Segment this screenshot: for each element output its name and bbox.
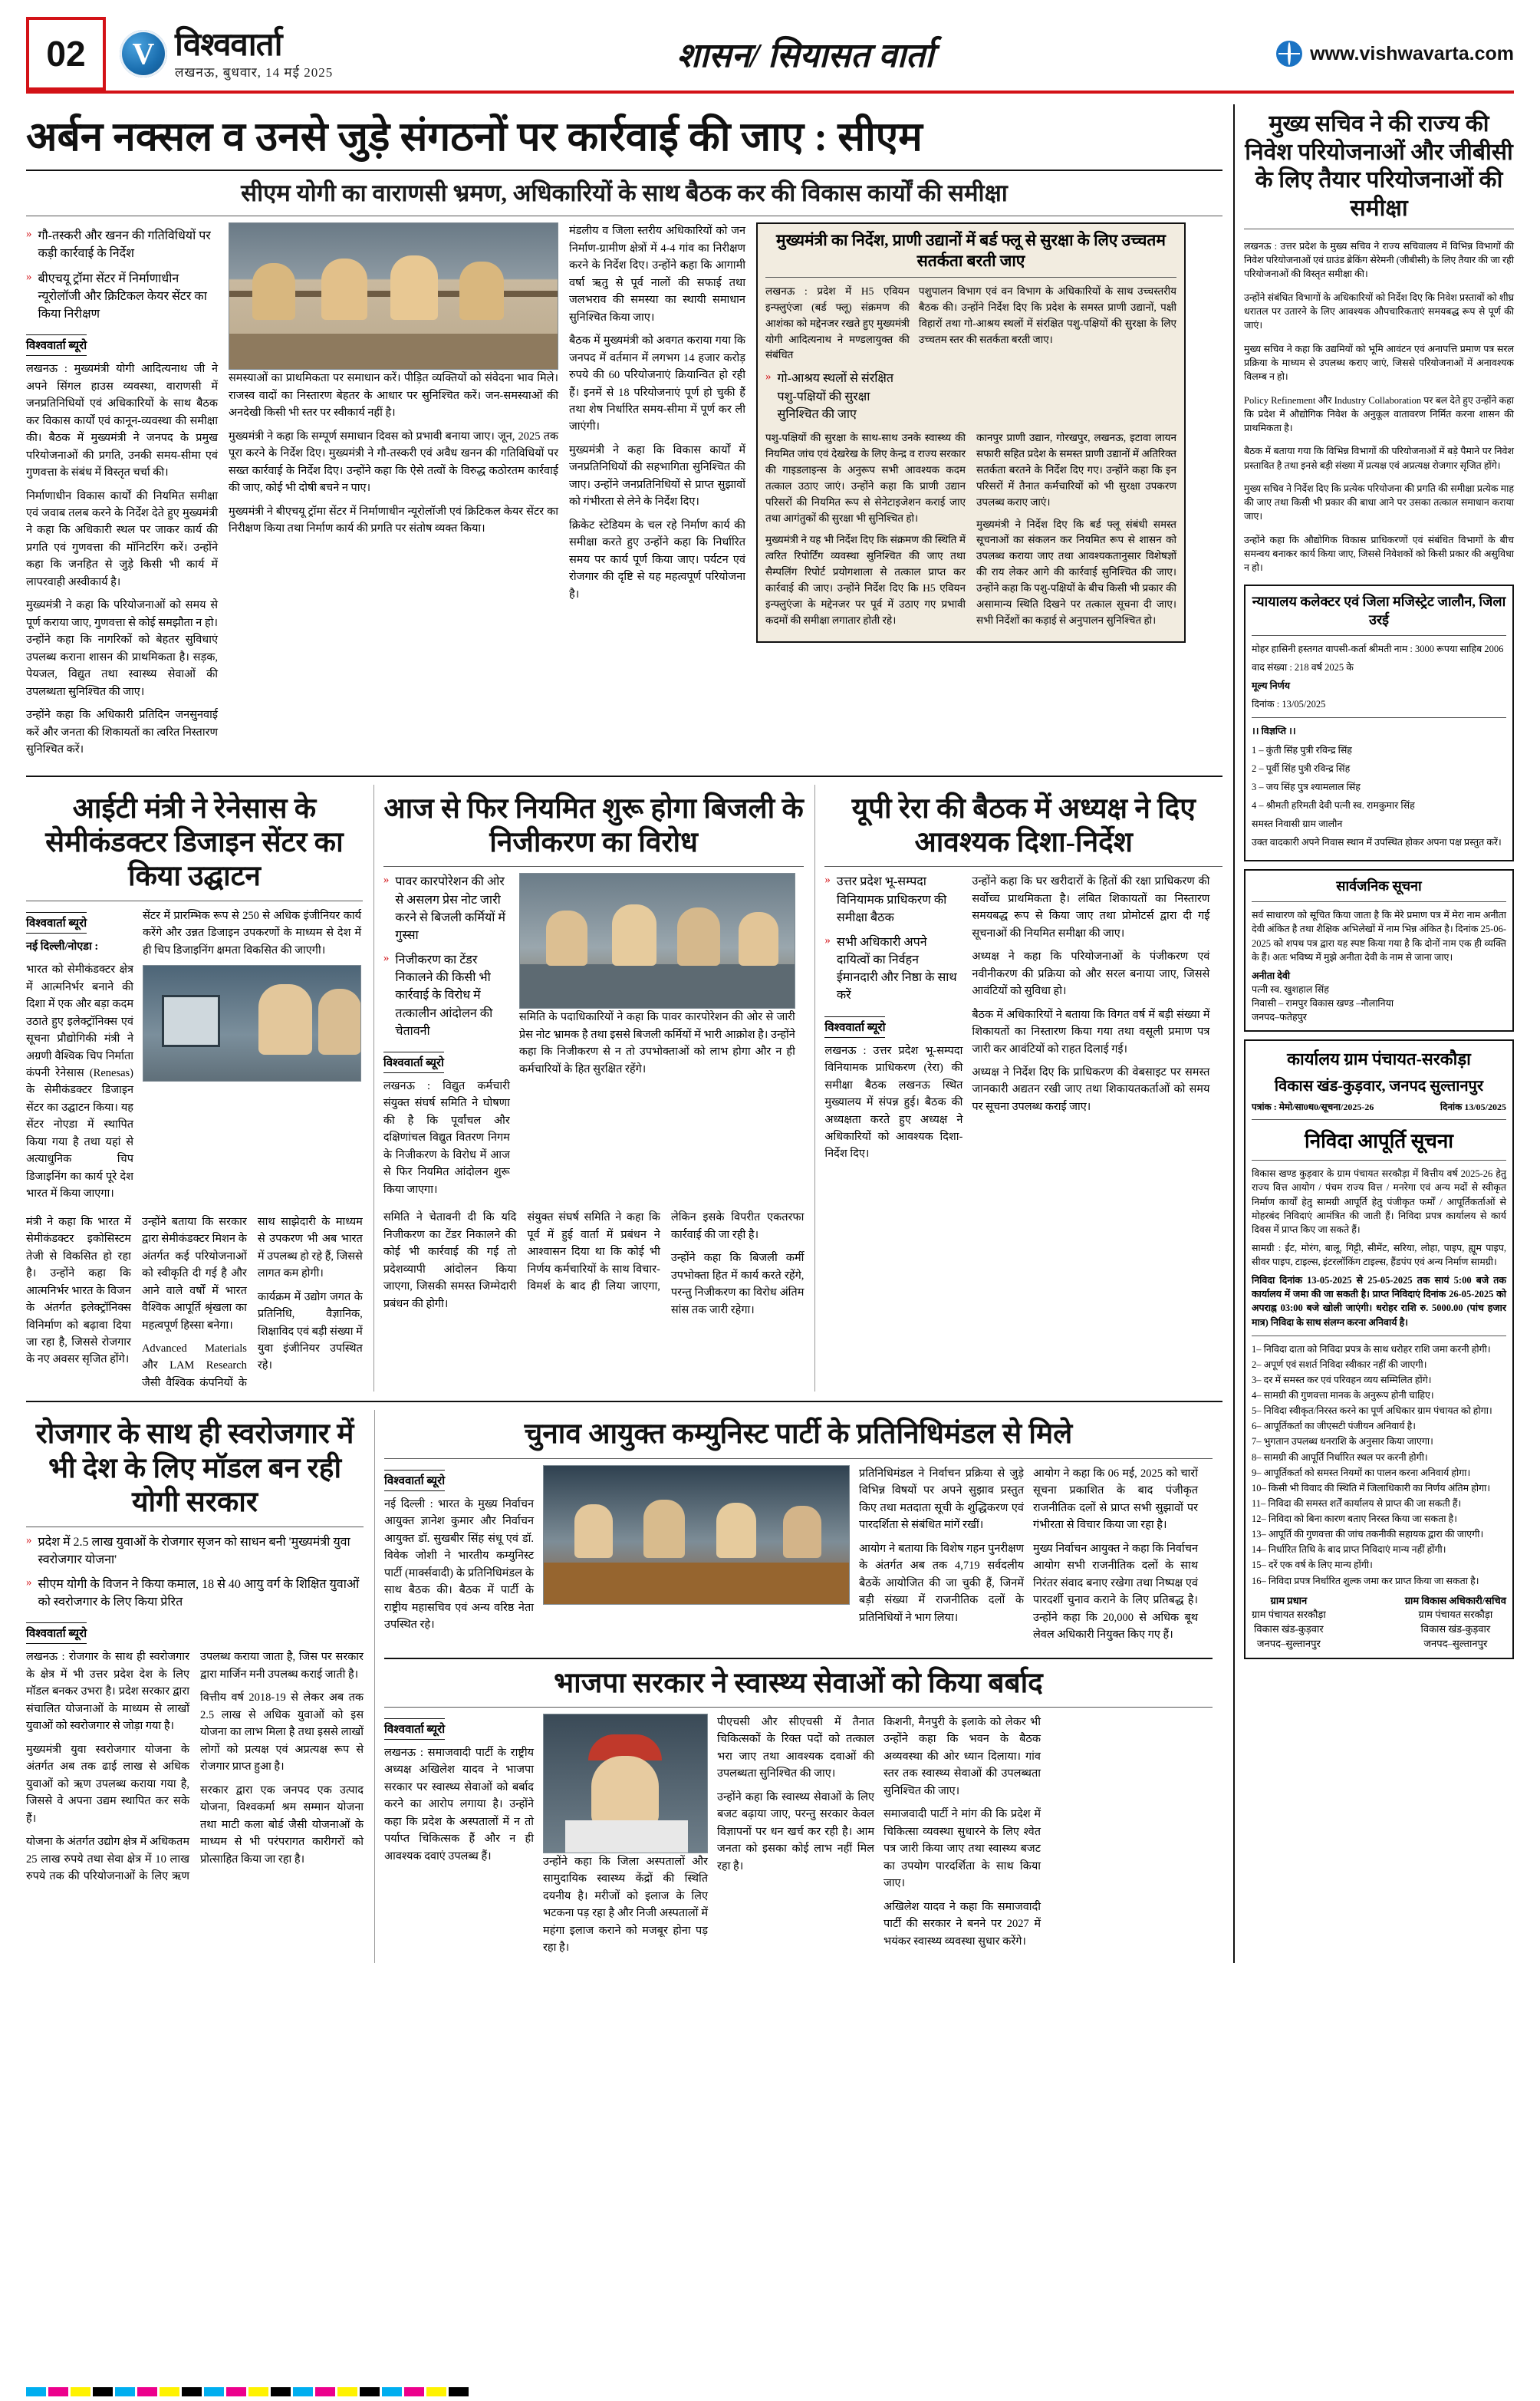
tender-condition: 2– अपूर्ण एवं सशर्त निविदा स्वीकार नहीं की जाएगी। (1252, 1359, 1427, 1370)
bullet-text: पावर कारपोरेशन की ओर से असलग प्रेस नोट जारी करने से बिजली कर्मियों में गुस्सा (395, 875, 505, 942)
chunav-para: आयोग ने बताया कि विशेष गहन पुनरीक्षण के अंतर्गत अब तक 4,719 सर्वदलीय बैठकें आयोजित की जा चुकी हैं, जिनमें बड़ी संख्या में राजनीतिक दलों के प्रतिनिधियों ने भाग लिया। (859, 1542, 1024, 1624)
public-notice-sign: पत्नी स्व. खुशहाल सिंह (1252, 983, 1329, 995)
byline: विश्ववार्ता ब्यूरो (26, 1622, 87, 1644)
court-notice-line: मोहर हासिनी हस्तगत वापसी-कर्ता श्रीमती नाम : 3000 रूपया साहिब 2006 (1252, 643, 1504, 654)
tender-condition: 11– निविदा की समस्त शर्तें कार्यालय से प्राप्त की जा सकती हैं। (1252, 1497, 1462, 1509)
lead-para: मुख्यमंत्री ने कहा कि परियोजनाओं को समय से पूर्ण कराया जाए, गुणवत्ता से कोई समझौता न हो। उन्होंने कहा कि नागरिकों को बेहतर सुविधाएं उपलब्ध कराना शासन की प्राथमिकता है। सड़क, पेयजल, विद्युत तथा स्वास्थ्य सेवाओं की उपलब्धता सुनिश्चित की जाए। (26, 599, 218, 698)
court-notice-line: मूल्य निर्णय (1252, 680, 1291, 692)
iti-para: सेंटर में प्रारम्भिक रूप से 250 से अधिक इंजीनियर कार्य करेंगे और उन्नत डिजाइन उपकरणों के माध्यम से देश में ही चिप डिजाइनिंग क्षमता विकसित की जाएगी। (143, 909, 361, 957)
tender-sign-left: विकास खंड-कुड़वार (1253, 1623, 1324, 1635)
story-iti (26, 785, 363, 1392)
bullet-text: गो-आश्रय स्थलों से संरक्षित पशु-पक्षियों की सुरक्षा सुनिश्चित की जाए (777, 372, 893, 421)
bullet-text: प्रदेश में 2.5 लाख युवाओं के रोजगार सृजन को साधन बनी 'मुख्यमंत्री युवा स्वरोजगार योजना' (38, 1535, 350, 1566)
tender-condition: 6– आपूर्तिकर्ता का जीएसटी पंजीयन अनिवार्य है। (1252, 1421, 1417, 1432)
court-notice-line: वाद संख्या : 218 वर्ष 2025 के (1252, 662, 1354, 673)
bird-flu-para: कानपुर प्राणी उद्यान, गोरखपुर, लखनऊ, इटावा लायन सफारी सहित प्रदेश के समस्त प्राणी उद्यानों में अतिरिक्त सतर्कता बरतने के निर्देश दिए गए। उन्होंने कहा कि इन परिसरों में तैनात कर्मचारियों को भी सुरक्षा उपकरण उपलब्ध कराए जाएं। (976, 431, 1176, 508)
rera-para: उन्होंने कहा कि घर खरीदारों के हितों की रक्षा प्राधिकरण की सर्वोच्च प्राथमिकता है। लंबित शिकायतों का निस्तारण समयबद्ध रूप से किया जाए तथा प्रोमोटर्स द्वारा दी गई सूचनाओं की नियमित समीक्षा की जाए। (972, 875, 1210, 940)
tender-sign-left: जनपद–सुल्तानपुर (1256, 1638, 1321, 1650)
bullet-text: सभी अधिकारी अपने दायित्वों का निर्वहन ईमानदारी और निष्ठा के साथ करें (836, 935, 957, 1003)
bijli-headline: आज से फिर नियमित शुरू होगा बिजली के निजीकरण का विरोध (383, 792, 804, 858)
chunav-para: मुख्य निर्वाचन आयुक्त ने कहा कि निर्वाचन आयोग सभी राजनीतिक दलों के साथ निरंतर संवाद बनाए रखेगा तथा निष्पक्ष एवं पारदर्शी चुनाव कराने के लिए प्रतिबद्ध है। उन्होंने कहा कि 20,000 से अधिक बूथ लेवल अधिकारी नियुक्त किए गए हैं। (1033, 1542, 1198, 1642)
cmyk-registration-strip (26, 2387, 469, 2396)
tender-dates: निविदा दिनांक 13-05-2025 से 25-05-2025 तक सायं 5:00 बजे तक कार्यालय में जमा की जा सकती है। प्राप्त निविदाएं दिनांक 26-05-2025 को अपराह्न 03:00 बजे खोली जाएंगी। धरोहर राशि रु. 5000.00 (पांच हजार मात्र) निविदा के साथ संलग्न करना अनिवार्य है। (1252, 1275, 1506, 1328)
tender-office-line1: कार्यालय ग्राम पंचायत-सरकौड़ा (1287, 1049, 1471, 1069)
bullet-marker-icon: » (824, 874, 831, 887)
tender-condition: 12– निविदा को बिना कारण बताए निरस्त किया जा सकता है। (1252, 1513, 1457, 1524)
court-notice-item: 1 – कुंती सिंह पुत्री रविन्द्र सिंह (1252, 744, 1352, 756)
tender-materials: सामग्री : ईंट, मोरंग, बालू, गिट्टी, सीमेंट, सरिया, लोहा, पाइप, ह्यूम पाइप, सीवर पाइप, टाइल्स, इंटरलॉकिंग टाइल्स, हैंडपंप एवं अन्य निर्माण सामग्री। (1252, 1242, 1506, 1267)
iti-para: मंत्री ने कहा कि भारत में सेमीकंडक्टर इकोसिस्टम तेजी से विकसित हो रहा है। उन्होंने कहा कि आत्मनिर्भर भारत के विजन के अंतर्गत इलेक्ट्रॉनिक्स विनिर्माण को बढ़ावा दिया जा रहा है, जिससे रोजगार के नए अवसर सृजित होंगे। (26, 1215, 131, 1366)
public-notice-sign: अनीता देवी (1252, 970, 1291, 981)
lead-story (26, 114, 1222, 765)
bullet-marker-icon: » (26, 1533, 32, 1546)
list-item (824, 873, 962, 927)
page-number: 02 (26, 17, 106, 91)
website-block[interactable] (1184, 17, 1514, 91)
bird-flu-headline: मुख्यमंत्री का निर्देश, प्राणी उद्यानों में बर्ड फ्लू से सुरक्षा के लिए उच्चतम सतर्कता बरती जाए (776, 231, 1166, 270)
byline: विश्ववार्ता ब्यूरो (384, 1470, 445, 1491)
bullet-text: निजीकरण का टेंडर निकालने की किसी भी कार्रवाई के विरोध में तत्कालीन आंदोलन की चेतावनी (395, 953, 493, 1038)
bullet-marker-icon: » (26, 228, 32, 241)
bjp-headline: भाजपा सरकार ने स्वास्थ्य सेवाओं को किया बर्बाद (554, 1667, 1043, 1699)
court-notice-sub: ।। विज्ञप्ति ।। (1252, 726, 1296, 737)
tender-condition: 14– निर्धारित तिथि के बाद प्राप्त निविदाएं मान्य नहीं होंगी। (1252, 1544, 1446, 1556)
byline: विश्ववार्ता ब्यूरो (26, 912, 87, 934)
tender-sign-right: विकास खंड-कुड़वार (1420, 1623, 1491, 1635)
rojgar-para: वित्तीय वर्ष 2018-19 से लेकर अब तक 2.5 लाख से अधिक युवाओं को इस योजना का लाभ मिला है तथा इससे लाखों लोगों को प्रत्यक्ष एवं अप्रत्यक्ष रूप से रोजगार प्राप्त हुआ है। (200, 1691, 364, 1774)
bullet-marker-icon: » (765, 371, 772, 384)
right-rail-para: मुख्य सचिव ने निर्देश दिए कि प्रत्येक परियोजना की प्रगति की समीक्षा प्रत्येक माह की जाए तथा किसी भी प्रकार की बाधा आने पर उसका तत्काल समाधान कराया जाए। (1244, 483, 1514, 522)
story-chunav (384, 1418, 1213, 1649)
iti-photo (143, 965, 361, 1082)
public-notice (1244, 869, 1514, 1032)
list-item (26, 227, 218, 262)
lead-para: बैठक में मुख्यमंत्री को अवगत कराया गया कि जनपद में वर्तमान में लगभग 14 हजार करोड़ रुपये की 60 परियोजनाएं क्रियान्वित हो रही हैं। इनमें से 18 परियोजनाएं पूर्ण हो चुकी हैं तथा शेष निर्धारित समय-सीमा में पूर्ण कर ली जाएंगी। (569, 334, 745, 433)
bird-flu-para: मुख्यमंत्री ने यह भी निर्देश दिए कि संक्रमण की स्थिति में त्वरित रिपोर्टिंग व्यवस्था सुनिश्चित की जाए तथा सैम्पलिंग रिपोर्ट प्रयोगशाला से तत्काल प्राप्त कर कार्रवाई की जाए। उन्होंने निर्देश दिए कि H5 एवियन इन्फ्लुएंजा के मद्देनजर पर पूर्व में उठाए गए प्रभावी कदमों की समीक्षा लगातार होती रहे। (765, 534, 966, 627)
bjp-para: किशनी, मैनपुरी के इलाके को लेकर भी उन्होंने कहा कि भवन के बैठक अव्यवस्था की ओर ध्यान दिलाया। गांव स्तर तक स्वास्थ्य सेवाओं की उपलब्धता सुनिश्चित की जाए। (884, 1715, 1041, 1797)
tender-condition: 15– दरें एक वर्ष के लिए मान्य होंगी। (1252, 1559, 1373, 1571)
story-rera (814, 785, 1222, 1392)
bullet-text: उत्तर प्रदेश भू-सम्पदा विनियामक प्राधिकरण की समीक्षा बैठक (836, 875, 947, 924)
court-notice-item: 3 – जय सिंह पुत्र श्यामलाल सिंह (1252, 781, 1361, 792)
bjp-para: पीएचसी और सीएचसी में तैनात चिकित्सकों के रिक्त पदों को तत्काल भरा जाए तथा आवश्यक दवाओं की उपलब्धता सुनिश्चित की जाए। (717, 1715, 874, 1780)
right-rail-para: Policy Refinement और Industry Collaboration पर बल देते हुए उन्होंने कहा कि प्रदेश में औद्योगिक निवेश के अनुकूल वातावरण निर्मित करना शासन की प्राथमिकता है। (1244, 394, 1514, 433)
bullet-marker-icon: » (26, 1576, 32, 1589)
public-notice-body: सर्व साधारण को सूचित किया जाता है कि मेरे प्रमाण पत्र में मेरा नाम अनीता देवी अंकित है तथा शैक्षिक अभिलेखों में नाम भिन्न अंकित है। दिनांक 25-06-2025 को शपथ पत्र द्वारा यह स्पष्ट किया गया है कि दोनों नाम एक ही व्यक्ति के हैं। अतः भविष्य में मुझे अनीता देवी के नाम से जाना जाए। (1252, 910, 1506, 963)
lead-para: समस्याओं का प्राथमिकता पर समाधान करें। पीड़ित व्यक्तियों को संवेदना भाव मिले। राजस्व वादों का निस्तारण बेहतर के आधार पर सुनिश्चित करें। जन-समस्याओं की अनदेखी किसी भी स्तर पर स्वीकार्य नहीं है। (229, 372, 558, 420)
tender-condition: 5– निविदा स्वीकृत/निरस्त करने का पूर्ण अधिकार ग्राम पंचायत को होगा। (1252, 1405, 1492, 1417)
bijli-photo (519, 873, 795, 1009)
tender-intro: विकास खण्ड कुड़वार के ग्राम पंचायत सरकौड़ा में वित्तीय वर्ष 2025-26 हेतु राज्य वित्त आयोग / पंचम राज्य वित्त / मनरेगा एवं अन्य मदों से स्वीकृत निर्माण कार्यों हेतु सामग्री आपूर्ति हेतु पंजीकृत फर्मों / आपूर्तिकर्ताओं से मोहरबंद निविदाएं आमंत्रित की जाती हैं। निविदा प्रपत्र कार्यालय से कार्य दिवस में प्राप्त किए जा सकते हैं। (1252, 1168, 1506, 1235)
tender-date: दिनांक 13/05/2025 (1440, 1102, 1506, 1113)
lead-para: निर्माणाधीन विकास कार्यों की नियमित समीक्षा एवं जवाब तलब करने के निर्देश देते हुए मुख्यमंत्री ने कहा कि अधिकारी स्थल पर जाकर कार्य की प्रगति एवं गुणवत्ता की मॉनिटरिंग करें। उन्होंने कहा कि जनहित से जुड़े किसी भी कार्य में लापरवाही अस्वीकार्य है। (26, 489, 218, 588)
court-notice-item: 4 – श्रीमती हरिमती देवी पत्नी स्व. रामकुमार सिंह (1252, 799, 1415, 811)
rojgar-para: मुख्यमंत्री युवा स्वरोजगार योजना के अंतर्गत अब तक ढाई लाख से अधिक युवाओं को ऋण उपलब्ध कराया गया है, जिससे वे अपना उद्यम स्थापित कर सके हैं। (26, 1743, 189, 1825)
public-notice-title: सार्वजनिक सूचना (1336, 878, 1422, 894)
public-notice-sign: निवासी – रामपुर विकास खण्ड –नौलानिया (1252, 998, 1394, 1009)
bullet-text: सीएम योगी के विजन ने किया कमाल, 18 से 40 आयु वर्ग के शिक्षित युवाओं को स्वरोजगार के लिए किया प्रेरित (38, 1577, 360, 1609)
list-item (765, 370, 910, 423)
tender-condition: 1– निविदा दाता को निविदा प्रपत्र के साथ धरोहर राशि जमा करनी होगी। (1252, 1343, 1491, 1355)
bijli-para: समिति के पदाधिकारियों ने कहा कि पावर कारपोरेशन की ओर से जारी प्रेस नोट भ्रामक है तथा इससे बिजली कर्मियों में भारी आक्रोश है। उन्होंने कहा कि निजीकरण से न तो उपभोक्ताओं को लाभ होगा और न ही कर्मचारियों के हित सुरक्षित रहेंगे। (518, 1011, 795, 1075)
list-item (383, 873, 510, 944)
bird-flu-lead: लखनऊ : प्रदेश में H5 एवियन इन्फ्लुएंजा (बर्ड फ्लू) संक्रमण की आशंका को मद्देनजर रखते हुए मुख्यमंत्री योगी आदित्यनाथ ने मण्डलायुक्त की संबंधित (765, 285, 910, 361)
website-url[interactable]: www.vishwavarta.com (1310, 42, 1514, 64)
lead-para: मुख्यमंत्री ने बीएचयू ट्रॉमा सेंटर में निर्माणाधीन न्यूरोलॉजी एवं क्रिटिकल केयर सेंटर का निरीक्षण किया तथा निर्माण कार्य की प्रगति पर संतोष व्यक्त किया। (229, 505, 558, 535)
bijli-para: उन्होंने कहा कि बिजली कर्मी उपभोक्ता हित में कार्य करते रहेंगे, परन्तु निजीकरण का विरोध अंतिम सांस तक जारी रहेगा। (670, 1252, 805, 1316)
bird-flu-para: पशु-पक्षियों की सुरक्षा के साथ-साथ उनके स्वास्थ्य की नियमित जांच एवं देखरेख के लिए केन्द्र व राज्य सरकार की गाइडलाइन्स के अनुरूप सभी आवश्यक कदम तत्काल उठाए जाएं। उन्होंने कहा कि प्राणी उद्यान परिसरों की नियमित रूप से सेनेटाइजेशन कराई जाए तथा आगंतुकों की सुरक्षा भी सुनिश्चित हो। (765, 431, 966, 524)
section-title (426, 17, 1184, 91)
tender-notice (1244, 1039, 1514, 1659)
bjp-para: उन्होंने कहा कि जिला अस्पतालों और सामुदायिक स्वास्थ्य केंद्रों की स्थिति दयनीय है। मरीजों को इलाज के लिए भटकना पड़ रहा है और निजी अस्पतालों में महंगा इलाज कराने को मजबूर होना पड़ रहा है। (543, 1855, 708, 1955)
rera-para: बैठक में अधिकारियों ने बताया कि विगत वर्ष में बड़ी संख्या में शिकायतों का निस्तारण किया गया तथा वसूली प्रमाण पत्र जारी कर आवंटियों को राहत दिलाई गई। (972, 1008, 1210, 1056)
court-notice (1244, 585, 1514, 861)
bullet-marker-icon: » (824, 934, 831, 947)
tender-condition: 10– किसी भी विवाद की स्थिति में जिलाधिकारी का निर्णय अंतिम होगा। (1252, 1482, 1491, 1494)
rera-para: अध्यक्ष ने कहा कि परियोजनाओं के पंजीकरण एवं नवीनीकरण की प्रक्रिया को और सरल बनाया जाए, जिससे आवंटियों को सुविधा हो। (972, 950, 1210, 998)
chunav-para: आयोग ने कहा कि 06 मई, 2025 को चारों सूचना प्रकाशित के बाद पंजीकृत राजनीतिक दलों से प्राप्त सभी सुझावों पर गंभीरता से विचार किया जा रहा है। (1033, 1467, 1198, 1532)
public-notice-sign: जनपद–फतेहपुर (1252, 1012, 1307, 1023)
lead-para: उन्होंने कहा कि अधिकारी प्रतिदिन जनसुनवाई करें और जनता की शिकायतों का त्वरित निस्तारण सुनिश्चित करें। (26, 709, 218, 756)
bird-flu-box (756, 222, 1186, 643)
lead-para: मुख्यमंत्री ने कहा कि सम्पूर्ण समाधान दिवस को प्रभावी बनाया जाए। जून, 2025 तक पूरा करने के निर्देश दिए। मुख्यमंत्री ने गौ-तस्करी एवं अवैध खनन की गतिविधियों पर सख्त कार्रवाई के निर्देश दिए। उन्होंने कहा कि ऐसे तत्वों के विरुद्ध कठोरतम कार्रवाई की जाए, कोई भी दोषी बचने न पाए। (229, 430, 558, 495)
lead-para: मंडलीय व जिला स्तरीय अधिकारियों को जन निर्माण-ग्रामीण क्षेत्रों में 4-4 गांव का निरीक्षण करने के निर्देश दिए। उन्होंने कहा कि आगामी वर्षा ऋतु से पूर्व नालों की सफाई तथा जलभराव की समस्या का स्थायी समाधान सुनिश्चित किया जाए। (569, 225, 745, 324)
iti-para: Advanced Materials और LAM Research जैसी वैश्विक कंपनियों के साथ साझेदारी के माध्यम से उपकरण भी अब भारत में उपलब्ध हो रहे हैं, जिससे लागत कम होगी। (141, 1215, 363, 1389)
globe-icon (1276, 41, 1302, 67)
list-item (383, 951, 510, 1040)
bjp-photo (543, 1714, 708, 1853)
bijli-para: लखनऊ : विद्युत कर्मचारी संयुक्त संघर्ष समिति ने घोषणा की है कि पूर्वांचल और दक्षिणांचल विद्युत वितरण निगम के निजीकरण के विरोध में आज से फिर नियमित आंदोलन शुरू किया जाएगा। (383, 1080, 510, 1196)
bjp-para: लखनऊ : समाजवादी पार्टी के राष्ट्रीय अध्यक्ष अखिलेश यादव ने भाजपा सरकार पर स्वास्थ्य सेवाओं को बर्बाद करने का आरोप लगाया है। उन्होंने कहा कि प्रदेश के अस्पतालों में न तो पर्याप्त चिकित्सक हैं और न ही आवश्यक दवाएं उपलब्ध हैं। (384, 1746, 534, 1863)
bullet-text: बीएचयू ट्रॉमा सेंटर में निर्माणाधीन न्यूरोलॉजी और क्रिटिकल केयर सेंटर का किया निरीक्षण (38, 272, 207, 321)
chunav-photo (543, 1465, 850, 1605)
list-item (824, 934, 962, 1005)
dateline: नई दिल्ली/नोएडा : (26, 940, 99, 953)
bird-flu-para: पशुपालन विभाग एवं वन विभाग के अधिकारियों के साथ उच्चस्तरीय बैठक की। उन्होंने निर्देश दिए कि प्रदेश के समस्त प्राणी उद्यानों, पक्षी विहारों तथा गो-आश्रय स्थलों में संरक्षित पशु-पक्षियों की सुरक्षा के लिए उच्चतम स्तर की सतर्कता बरती जाए। (918, 285, 1176, 345)
bullet-marker-icon: » (383, 874, 390, 887)
right-rail-para: मुख्य सचिव ने कहा कि उद्यमियों को भूमि आवंटन एवं अनापत्ति प्रमाण पत्र सरल प्रक्रिया के माध्यम से उपलब्ध कराए जाएं, जिससे परियोजनाओं में अनावश्यक विलम्ब न हो। (1244, 343, 1514, 382)
chunav-headline: चुनाव आयुक्त कम्युनिस्ट पार्टी के प्रतिनिधिमंडल से मिले (524, 1418, 1073, 1451)
court-notice-title: न्यायालय कलेक्टर एवं जिला मजिस्ट्रेट जालौन, जिला उरई (1252, 593, 1506, 627)
story-bjp (384, 1667, 1213, 1963)
publication-title: विश्ववार्ता (175, 27, 282, 63)
bjp-para: समाजवादी पार्टी ने मांग की कि प्रदेश में चिकित्सा व्यवस्था सुधारने के लिए श्वेत पत्र जारी किया जाए तथा स्वास्थ्य बजट का उपयोग पारदर्शिता के साथ किया जाए। (884, 1808, 1041, 1890)
lead-photo (229, 222, 558, 370)
court-notice-item: 2 – पूर्वी सिंह पुत्री रविन्द्र सिंह (1252, 762, 1351, 774)
tender-condition: 4– सामग्री की गुणवत्ता मानक के अनुरूप होनी चाहिए। (1252, 1390, 1434, 1401)
right-rail-headline: मुख्य सचिव ने की राज्य की निवेश परियोजनाओं और जीबीसी के लिए तैयार परियोजनाओं की समीक्षा (1245, 111, 1513, 221)
iti-headline: आईटी मंत्री ने रेनेसास के सेमीकंडक्टर डिजाइन सेंटर का किया उद्घाटन (45, 792, 344, 893)
iti-para: भारत को सेमीकंडक्टर क्षेत्र में आत्मनिर्भर बनाने की दिशा में एक और बड़ा कदम उठाते हुए इलेक्ट्रॉनिक्स एवं सूचना प्रौद्योगिकी मंत्री ने अग्रणी वैश्विक चिप निर्माता कंपनी रेनेसास (Renesas) के सेमीकंडक्टर डिजाइन सेंटर का उद्घाटन किया। यह सेंटर नोएडा में स्थापित किया गया है तथा यहां से अत्याधुनिक चिप डिजाइनिंग का कार्य पूरे देश भारत में किया जाएगा। (26, 963, 133, 1200)
chunav-para: नई दिल्ली : भारत के मुख्य निर्वाचन आयुक्त ज्ञानेश कुमार और निर्वाचन आयुक्त डॉ. सुखबीर सिंह संधू एवं डॉ. विवेक जोशी ने भारतीय कम्युनिस्ट पार्टी (मार्क्सवादी) के प्रतिनिधिमंडल के साथ बैठक की। बैठक में पार्टी के राष्ट्रीय महासचिव एवं अन्य वरिष्ठ नेता उपस्थित रहे। (384, 1497, 534, 1632)
byline: विश्ववार्ता ब्यूरो (26, 334, 87, 356)
list-item (26, 1576, 364, 1611)
masthead (26, 17, 1514, 94)
bird-flu-para: मुख्यमंत्री ने निर्देश दिए कि बर्ड फ्लू संबंधी समस्त सूचनाओं का संकलन कर नियमित रूप से शासन को उपलब्ध कराया जाए तथा आवश्यकतानुसार विशेषज्ञों की राय लेकर आगे की कार्रवाई सुनिश्चित की जाए। उन्होंने कहा कि पशु-पक्षियों के बीच किसी भी प्रकार की असामान्य स्थिति दिखने पर तत्काल सूचना दी जाए। सभी निर्देशों का कड़ाई से अनुपालन सुनिश्चित हो। (976, 518, 1176, 627)
story-bijli (373, 785, 805, 1392)
bullet-marker-icon: » (383, 952, 390, 965)
logo-icon (120, 30, 167, 77)
lead-para: मुख्यमंत्री ने कहा कि विकास कार्यों में जनप्रतिनिधियों की सहभागिता सुनिश्चित की जाए। उन्होंने जनप्रतिनिधियों से प्राप्त सुझावों को गंभीरता से लेने के निर्देश दिए। (569, 443, 745, 509)
right-rail-para: उन्होंने संबंधित विभागों के अधिकारियों को निर्देश दिए कि निवेश प्रस्तावों को शीघ्र धरातल पर उतारने के लिए आवश्यक औपचारिकताएं समयबद्ध रूप से पूर्ण की जाएं। (1244, 291, 1514, 331)
right-rail (1233, 104, 1514, 1963)
bullet-text: गौ-तस्करी और खनन की गतिविधियों पर कड़ी कार्रवाई के निर्देश (38, 229, 211, 261)
byline: विश्ववार्ता ब्यूरो (383, 1052, 444, 1073)
lead-subheadline: सीएम योगी का वाराणसी भ्रमण, अधिकारियों के साथ बैठक कर की विकास कार्यों की समीक्षा (241, 179, 1008, 206)
bjp-para: उन्होंने कहा कि स्वास्थ्य सेवाओं के लिए बजट बढ़ाया जाए, परन्तु सरकार केवल विज्ञापनों पर धन खर्च कर रही है। आम जनता को इसका कोई लाभ नहीं मिल रहा है। (717, 1790, 874, 1872)
right-rail-para: उन्होंने कहा कि औद्योगिक विकास प्राधिकरणों एवं संबंधित विभागों के बीच समन्वय बनाकर कार्य किया जाए, जिससे निवेशकों को किसी प्रकार की असुविधा न हो। (1244, 535, 1514, 574)
bijli-para: समिति ने चेतावनी दी कि यदि निजीकरण का टेंडर निकालने की कोई भी कार्रवाई की गई तो प्रदेशव्यापी आंदोलन किया जाएगा, जिसकी समस्त जिम्मेदारी प्रबंधन की होगी। (383, 1211, 517, 1310)
tender-condition: 8– सामग्री की आपूर्ति निर्धारित स्थल पर करनी होगी। (1252, 1451, 1428, 1463)
rera-headline: यूपी रेरा की बैठक में अध्यक्ष ने दिए आवश्यक दिशा-निर्देश (851, 792, 1196, 858)
tender-condition: 7– भुगतान उपलब्ध धनराशि के अनुसार किया जाएगा। (1252, 1436, 1433, 1448)
byline: विश्ववार्ता ब्यूरो (824, 1016, 885, 1038)
tender-sign-right: ग्राम विकास अधिकारी/सचिव (1404, 1594, 1506, 1606)
lead-headline: अर्बन नक्सल व उनसे जुड़े संगठनों पर कार्रवाई की जाए : सीएम (26, 115, 923, 160)
tender-condition: 13– आपूर्ति की गुणवत्ता की जांच तकनीकी सहायक द्वारा की जाएगी। (1252, 1529, 1484, 1540)
list-item (26, 1533, 364, 1569)
court-notice-footer: उक्त वादकारी अपने निवास स्थान में उपस्थित होकर अपना पक्ष प्रस्तुत करें। (1252, 837, 1502, 848)
tender-title: निविदा आपूर्ति सूचना (1304, 1130, 1454, 1153)
section-title-text: शासन/ सियासत वार्ता (676, 37, 934, 74)
bullet-marker-icon: » (26, 270, 32, 283)
tender-sign-right: ग्राम पंचायत सरकौड़ा (1418, 1609, 1493, 1621)
byline: विश्ववार्ता ब्यूरो (384, 1718, 445, 1740)
tender-sign-left: ग्राम प्रधान (1270, 1594, 1308, 1606)
rera-para: अध्यक्ष ने निर्देश दिए कि प्राधिकरण की वेबसाइट पर समस्त जानकारी अद्यतन रखी जाए तथा शिकायतकर्ताओं को समय पर सूचना उपलब्ध कराई जाए। (972, 1066, 1210, 1113)
iti-para: उन्होंने बताया कि सरकार द्वारा सेमीकंडक्टर मिशन के अंतर्गत कई परियोजनाओं को स्वीकृति दी गई है और आने वाले वर्षों में भारत वैश्विक आपूर्ति श्रृंखला का महत्वपूर्ण हिस्सा बनेगा। (141, 1215, 247, 1332)
lead-para: क्रिकेट स्टेडियम के चल रहे निर्माण कार्य की समीक्षा करते हुए उन्होंने कहा कि निर्धारित समय पर कार्य पूर्ण किया जाए। पर्यटन एवं रोजगार की दृष्टि से यह महत्वपूर्ण परियोजना है। (569, 519, 745, 601)
right-rail-para: लखनऊ : उत्तर प्रदेश के मुख्य सचिव ने राज्य सचिवालय में विभिन्न विभागों की निवेश परियोजनाओं एवं ग्राउंड ब्रेकिंग सेरेमनी (जीबीसी) के लिए तैयार की जा रही परियोजनाओं की विस्तृत समीक्षा की। (1244, 240, 1514, 280)
tender-ref: पत्रांक : मेमो/सा0ध0/सूचना/2025-26 (1252, 1102, 1374, 1113)
lead-para: लखनऊ : मुख्यमंत्री योगी आदित्यनाथ जी ने अपने सिंगल हाउस व्यवस्था, वाराणसी में जनप्रतिनिधियों एवं अधिकारियों के साथ बैठक कर विकास कार्यों एवं कानून-व्यवस्था की समीक्षा की। बैठक में मुख्यमंत्री ने जनपद के प्रमुख परियोजनाओं की प्रगति, उनकी समय-सीमा एवं गुणवत्ता के संबंध में विस्तृत चर्चा की। (26, 363, 218, 479)
publication-dateline: लखनऊ, बुधवार, 14 मई 2025 (175, 64, 334, 80)
tender-condition: 16– निविदा प्रपत्र निर्धारित शुल्क जमा कर प्राप्त किया जा सकता है। (1252, 1575, 1479, 1586)
court-notice-line: दिनांक : 13/05/2025 (1252, 699, 1326, 710)
tender-sign-right: जनपद–सुल्तानपुर (1423, 1638, 1488, 1650)
right-rail-para: बैठक में बताया गया कि विभिन्न विभागों की परियोजनाओं में बड़े पैमाने पर निवेश प्रस्तावित है तथा इनसे बड़ी संख्या में प्रत्यक्ष एवं अप्रत्यक्ष रोजगार सृजित होंगे। (1244, 446, 1514, 471)
court-notice-item: समस्त निवासी ग्राम जालौन (1252, 818, 1343, 829)
story-rojgar (26, 1410, 364, 1962)
iti-para: कार्यक्रम में उद्योग जगत के प्रतिनिधि, वैज्ञानिक, शिक्षाविद एवं बड़ी संख्या में युवा इंजीनियर उपस्थित रहे। (257, 1290, 363, 1372)
lead-bullet-list (26, 227, 218, 323)
rojgar-para: सरकार द्वारा एक जनपद एक उत्पाद योजना, विश्वकर्मा श्रम सम्मान योजना तथा माटी कला बोर्ड जैसी योजनाओं के माध्यम से भी परंपरागत कारीगरों को प्रोत्साहित किया जा रहा है। (200, 1783, 364, 1866)
rera-para: लखनऊ : उत्तर प्रदेश भू-सम्पदा विनियामक प्राधिकरण (रेरा) की समीक्षा बैठक लखनऊ स्थित मुख्यालय में संपन्न हुई। बैठक की अध्यक्षता करते हुए अध्यक्ष ने अधिकारियों को आवश्यक दिशा-निर्देश दिए। (824, 1044, 963, 1161)
rojgar-para: लखनऊ : रोजगार के साथ ही स्वरोजगार के क्षेत्र में भी उत्तर प्रदेश देश के लिए मॉडल बनकर उभरा है। प्रदेश सरकार द्वारा संचालित योजनाओं के माध्यम से लाखों युवाओं को स्वरोजगार से जोड़ा गया है। (26, 1651, 189, 1733)
tender-condition: 9– आपूर्तिकर्ता को समस्त नियमों का पालन करना अनिवार्य होगा। (1252, 1467, 1471, 1478)
tender-office-line2: विकास खंड-कुड़वार, जनपद सुल्तानपुर (1274, 1078, 1484, 1095)
bijli-para: संयुक्त संघर्ष समिति ने कहा कि पूर्व में हुई वार्ता में प्रबंधन ने आश्वासन दिया था कि कोई भी निर्णय कर्मचारियों के साथ विचार-विमर्श के बाद ही लिया जाएगा, लेकिन इसके विपरीत एकतरफा कार्रवाई की जा रही है। (527, 1211, 805, 1293)
list-item (26, 270, 218, 324)
chunav-para: प्रतिनिधिमंडल ने निर्वाचन प्रक्रिया से जुड़े विभिन्न विषयों पर अपने सुझाव प्रस्तुत किए तथा मतदाता सूची के शुद्धिकरण एवं पारदर्शिता से संबंधित मांगें रखीं। (859, 1467, 1024, 1532)
tender-sign-left: ग्राम पंचायत सरकौड़ा (1252, 1609, 1326, 1621)
tender-condition: 3– दर में समस्त कर एवं परिवहन व्यय सम्मिलित होंगे। (1252, 1374, 1432, 1385)
bjp-para: अखिलेश यादव ने कहा कि समाजवादी पार्टी की सरकार ने बनने पर 2027 में भयंकर स्वास्थ्य व्यवस्था सुधार करेंगे। (884, 1900, 1041, 1948)
rojgar-headline: रोजगार के साथ ही स्वरोजगार में भी देश के लिए मॉडल बन रही योगी सरकार (35, 1418, 354, 1519)
publication-logo (120, 17, 426, 91)
rojgar-para: योजना के अंतर्गत उद्योग क्षेत्र में अधिकतम 25 लाख रुपये तथा सेवा क्षेत्र में 10 लाख रुपये तक की परियोजनाओं के लिए ऋण उपलब्ध कराया जाता है, जिस पर सरकार द्वारा मार्जिन मनी उपलब्ध कराई जाती है। (26, 1651, 364, 1882)
